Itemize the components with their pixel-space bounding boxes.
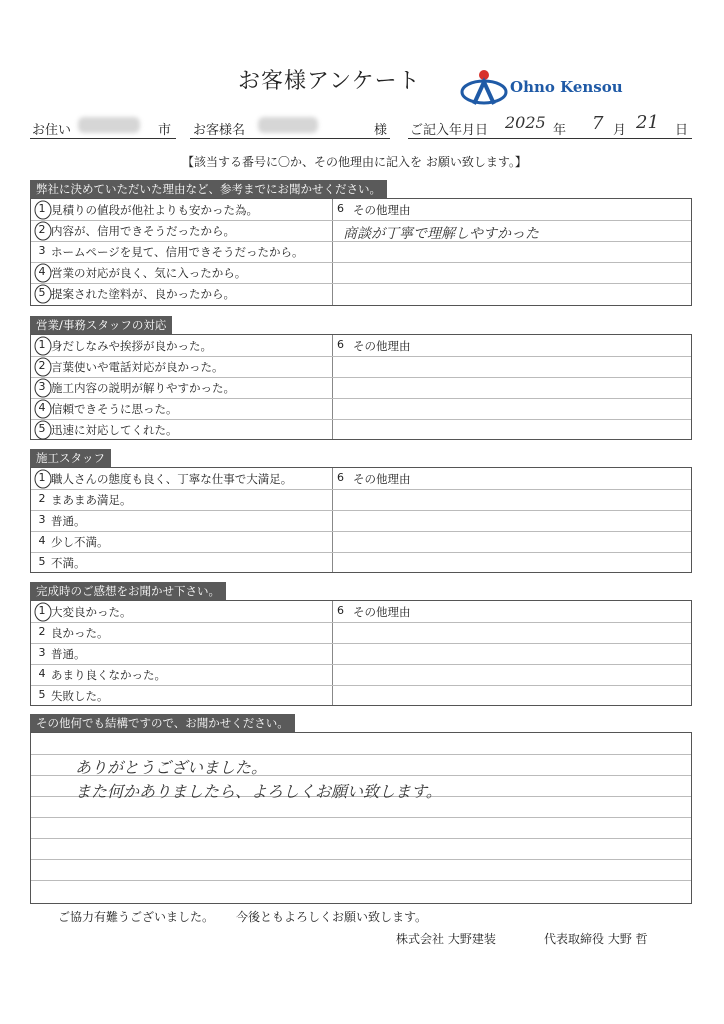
ruled-line [31,817,691,818]
freeform-handwritten-line1: ありがとうございました。 [75,758,268,777]
redacted-name [258,117,318,133]
ruled-line [31,838,691,839]
brand-name: Ohno Kensou [510,78,623,96]
option-number[interactable]: 2 [38,492,46,505]
table-row [31,531,691,553]
section4-title: 完成時のご感想をお聞かせ下さい。 [30,582,226,601]
option-label: 施工内容の説明が解りやすかった。 [51,381,235,395]
option-label: ホームページを見て、信用できそうだったから。 [51,245,304,259]
thanks-text: ご協力有難うございました。 [58,910,215,924]
company-name: 株式会社 大野建装 [396,932,496,946]
option-number[interactable]: 2 [38,625,46,638]
ruled-line [31,859,691,860]
table-row [31,643,691,665]
option-number[interactable]: 1 [38,338,46,351]
option-number[interactable]: 5 [38,286,46,299]
option-label: 大変良かった。 [51,605,132,619]
option-number[interactable]: 3 [38,513,46,526]
month-unit: 月 [613,123,627,138]
instructions: 【該当する番号に〇か、その他理由に記入を お願い致します。】 [182,155,527,169]
option-number[interactable]: 4 [38,401,46,414]
option-number[interactable]: 1 [38,471,46,484]
option-number[interactable]: 1 [38,604,46,617]
table-row [31,241,691,263]
option-number[interactable]: 5 [38,422,46,435]
other-reason-number[interactable]: 6 [337,338,344,351]
option-number[interactable]: 3 [38,244,46,257]
ruled-line [31,880,691,881]
table-row [31,510,691,532]
option-label: 少し不満。 [51,535,109,549]
survey-title: お客様アンケート [238,69,421,94]
table-row [31,622,691,644]
option-number[interactable]: 3 [38,380,46,393]
representative-name: 代表取締役 大野 哲 [544,932,648,946]
date-year-value: 2025 [505,113,546,132]
redacted-address [78,117,140,133]
option-label: 良かった。 [51,626,109,640]
freeform-box[interactable] [30,732,692,904]
name-label: お客様名 [193,123,246,138]
year-unit: 年 [553,123,567,138]
table-row [31,685,691,706]
section1-title: 弊社に決めていただいた理由など、参考までにお聞かせください。 [30,180,387,199]
table-row [31,283,691,304]
option-label: 普通。 [51,647,86,661]
option-number[interactable]: 5 [38,688,46,701]
section3-title: 施工スタッフ [30,449,111,468]
section2-table [30,334,692,440]
other-reason-label: その他理由 [353,472,411,486]
other-reason-handwritten[interactable]: 商談が丁寧で理解しやすかった [343,226,539,242]
other-reason-number[interactable]: 6 [337,202,344,215]
regards-text: 今後ともよろしくお願い致します。 [236,910,428,924]
day-unit: 日 [675,123,689,138]
option-label: 迅速に対応してくれた。 [51,423,178,437]
city-label: 市 [158,123,172,138]
option-label: 提案された塗料が、良かったから。 [51,287,235,301]
other-reason-label: その他理由 [353,605,411,619]
option-number[interactable]: 1 [38,202,46,215]
option-number[interactable]: 4 [38,265,46,278]
section3-table [30,467,692,573]
option-label: 言葉使いや電話対応が良かった。 [51,360,224,374]
other-reason-label: その他理由 [353,203,411,217]
section2-title: 営業/事務スタッフの対応 [30,316,172,335]
circled-marks-icon [33,335,53,441]
option-label: 失敗した。 [51,689,109,703]
other-reason-label: その他理由 [353,339,411,353]
table-row [31,398,691,420]
address-label: お住い [32,123,72,138]
option-label: 内容が、信用できそうだったから。 [51,224,235,238]
date-month-value: 7 [592,113,604,134]
option-label: 普通。 [51,514,86,528]
freeform-title: その他何でも結構ですので、お聞かせください。 [30,714,295,733]
freeform-handwritten-line2: また何かありましたら、よろしくお願い致します。 [75,782,442,801]
table-row [31,356,691,378]
option-label: あまり良くなかった。 [51,668,166,682]
section4-table [30,600,692,706]
honorific-label: 様 [374,123,388,138]
table-row [31,489,691,511]
option-label: 不満。 [51,556,86,570]
other-reason-number[interactable]: 6 [337,604,344,617]
option-label: 見積りの値段が他社よりも安かった為。 [51,203,258,217]
table-row [31,552,691,573]
option-number[interactable]: 5 [38,555,46,568]
table-row [31,262,691,284]
option-label: 職人さんの態度も良く、丁寧な仕事で大満足。 [51,472,293,486]
section1-table [30,198,692,306]
date-day-value: 21 [636,112,659,133]
table-row [31,419,691,440]
option-label: 信頼できそうに思った。 [51,402,178,416]
address-underline [30,138,176,139]
table-row [31,377,691,399]
option-number[interactable]: 4 [38,534,46,547]
circled-marks-icon [33,601,53,623]
date-label: ご記入年月日 [410,123,489,138]
name-underline [190,138,390,139]
circled-marks-icon [33,199,53,307]
other-reason-number[interactable]: 6 [337,471,344,484]
option-number[interactable]: 3 [38,646,46,659]
option-label: まあまあ満足。 [51,493,132,507]
option-label: 営業の対応が良く、気に入ったから。 [51,266,247,280]
option-number[interactable]: 2 [38,223,46,236]
circled-marks-icon [33,468,53,490]
option-number[interactable]: 4 [38,667,46,680]
logo-mark-icon [460,66,510,110]
option-label: 身だしなみや挨拶が良かった。 [51,339,212,353]
table-row [31,664,691,686]
option-number[interactable]: 2 [38,359,46,372]
date-underline [408,138,692,139]
